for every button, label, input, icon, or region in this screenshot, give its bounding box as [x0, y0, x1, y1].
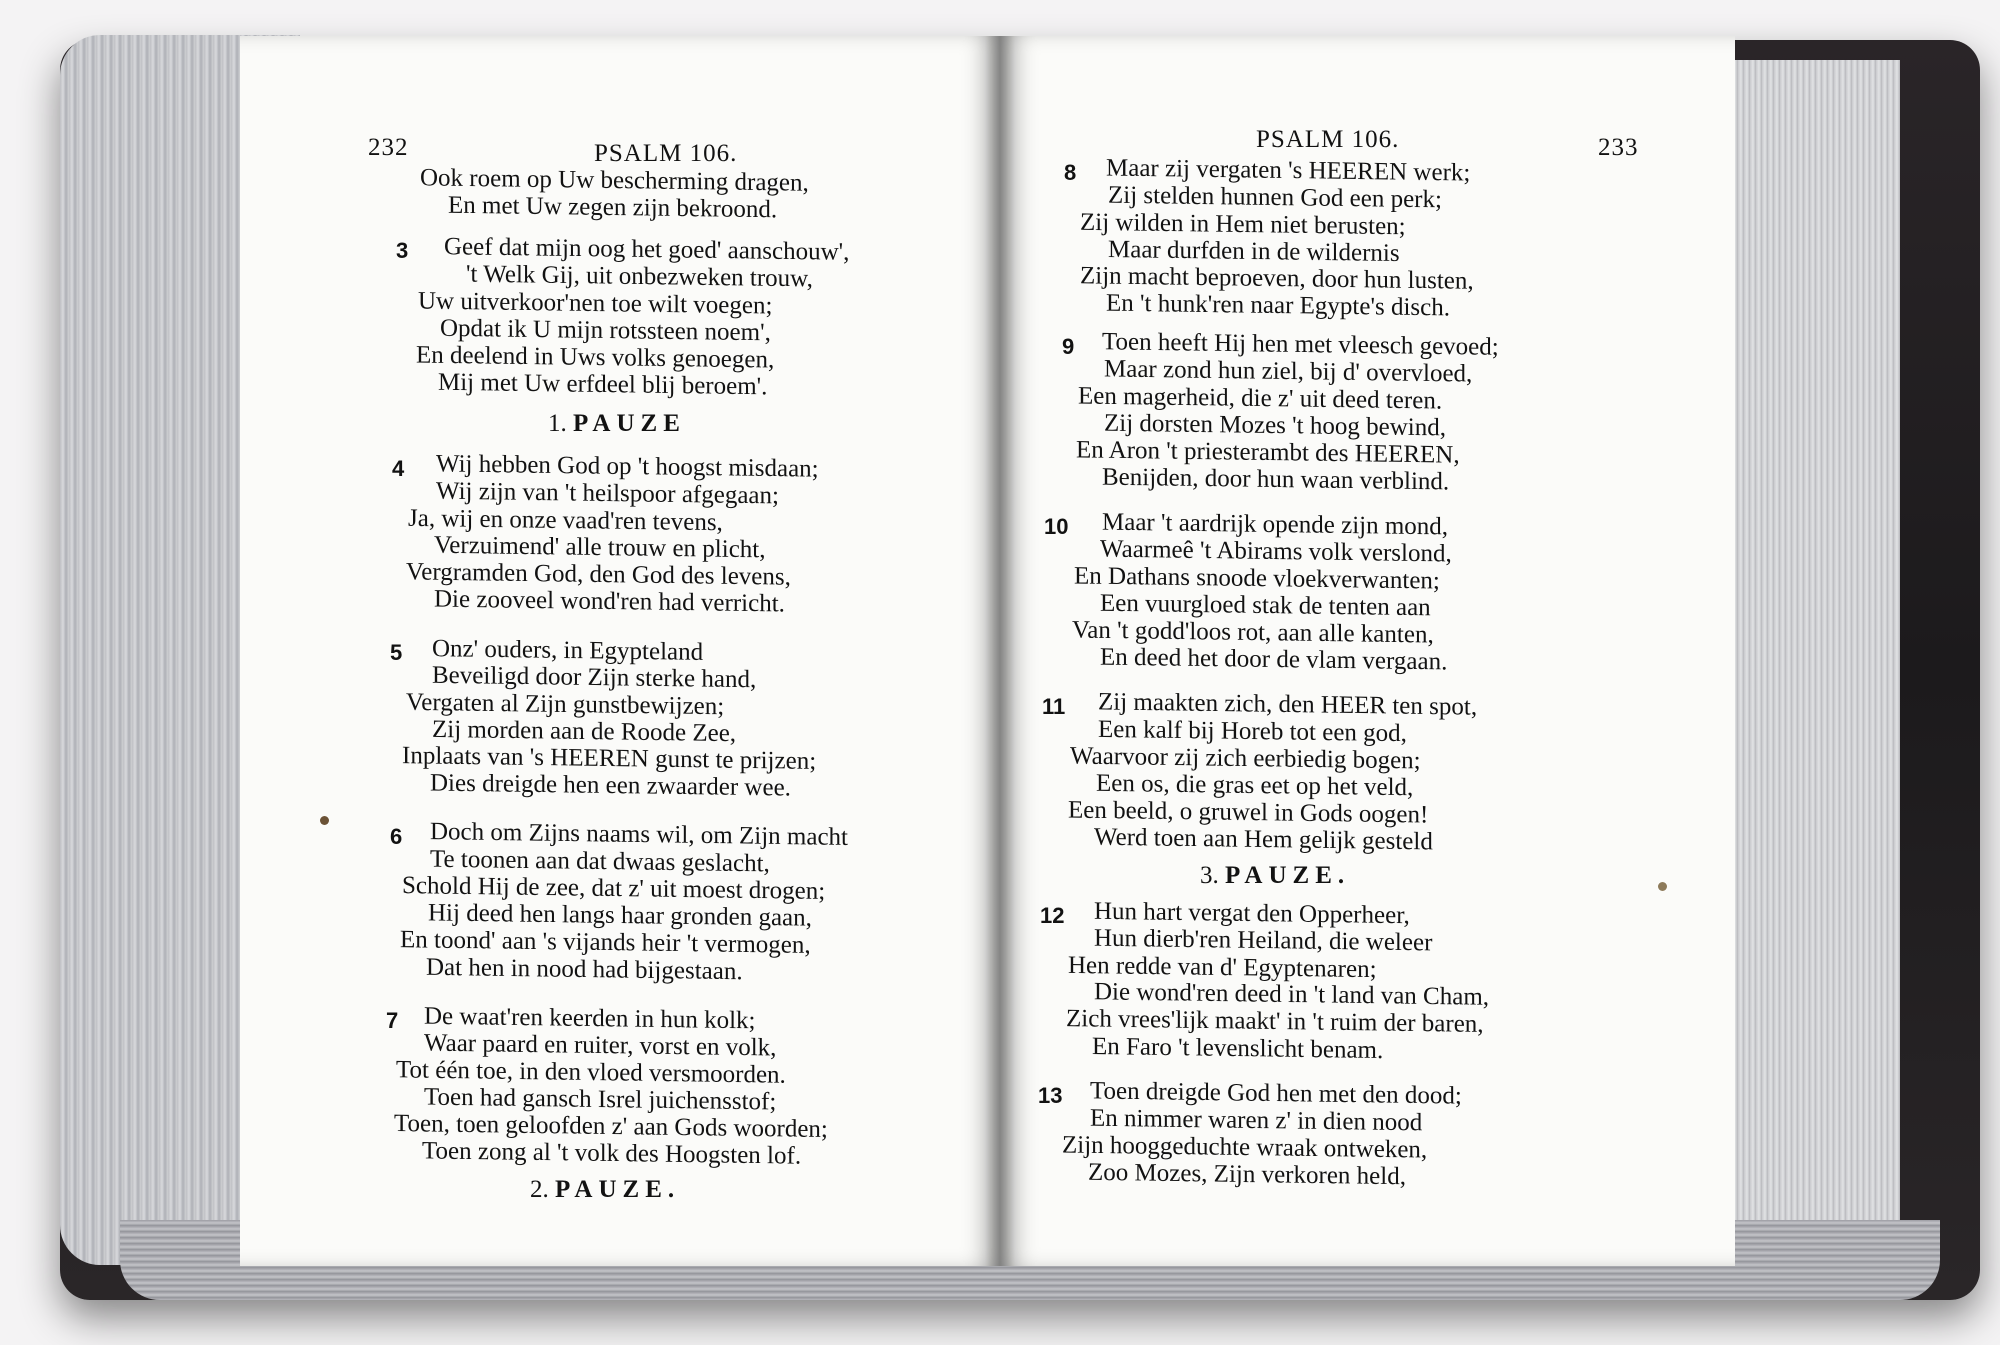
- verse-line: En met Uw zegen zijn bekroond.: [448, 191, 778, 224]
- verse-line: Benijden, door hun waan verblind.: [1102, 463, 1450, 496]
- verse-line: Vergaten al Zijn gunstbewijzen;: [406, 688, 725, 721]
- verse-line: En deed het door de vlam vergaan.: [1100, 643, 1448, 676]
- verse-line: Een os, die gras eet op het veld,: [1096, 769, 1414, 802]
- verse-line: Toen heeft Hij hen met vleesch gevoed;: [1102, 328, 1499, 361]
- book-gutter: [985, 36, 1015, 1266]
- pause-marker: [548, 410, 686, 438]
- stanza-number: 5: [390, 640, 403, 665]
- pause-word: PAUZE: [573, 410, 686, 437]
- verse-line: Van 't godd'loos rot, aan alle kanten,: [1072, 616, 1434, 649]
- verse-line: En 't hunk'ren naar Egypte's disch.: [1106, 289, 1450, 322]
- verse-line: En deelend in Uws volks genoegen,: [416, 341, 775, 374]
- verse-line: Inplaats van 's HEEREN gunst te prijzen;: [402, 742, 817, 775]
- verse-line: Maar durfden in de wildernis: [1108, 235, 1400, 268]
- verse-line: Opdat ik U mijn rotssteen noem',: [440, 314, 771, 347]
- verse-line: Een beeld, o gruwel in Gods oogen!: [1068, 796, 1429, 829]
- verse-line: Zijn hooggeduchte wraak ontweken,: [1062, 1131, 1428, 1164]
- pause-marker: [1200, 862, 1350, 890]
- left-page: [240, 36, 1000, 1266]
- verse-line: En Dathans snoode vloekverwanten;: [1074, 562, 1440, 595]
- verse-line: Zij stelden hunnen God een perk;: [1108, 181, 1442, 214]
- verse-line: Waarmeê 't Abirams volk verslond,: [1100, 535, 1452, 568]
- verse-line: Toen zong al 't volk des Hoogsten lof.: [422, 1137, 802, 1170]
- verse-line: De waat'ren keerden in hun kolk;: [424, 1002, 756, 1035]
- verse-line: Waar paard en ruiter, vorst en volk,: [424, 1029, 777, 1062]
- verse-line: Tot één toe, in den vloed versmoorden.: [396, 1056, 786, 1089]
- verse-line: Uw uitverkoor'nen toe wilt voegen;: [418, 287, 773, 320]
- verse-line: Dat hen in nood had bijgestaan.: [426, 953, 743, 986]
- verse-line: Maar 't aardrijk opende zijn mond,: [1102, 508, 1449, 541]
- verse-line: Ook roem op Uw bescherming dragen,: [420, 164, 809, 197]
- verse-line: Schold Hij de zee, dat z' uit moest drogen;: [402, 872, 826, 905]
- verse-line: Werd toen aan Hem gelijk gesteld: [1094, 823, 1433, 856]
- verse-line: Mij met Uw erfdeel blij beroem'.: [438, 368, 768, 401]
- verse-line: Doch om Zijns naams wil, om Zijn macht: [430, 818, 848, 851]
- verse-line: Toen, toen geloofden z' aan Gods woorden;: [394, 1109, 828, 1144]
- stanza-number: 8: [1064, 160, 1077, 185]
- page-blemish: [320, 816, 329, 825]
- pause-number: 3.: [1200, 862, 1219, 889]
- page-block-right-edge: [1720, 60, 1900, 1260]
- verse-line: Die zooveel wond'ren had verricht.: [434, 585, 785, 618]
- verse-line: Waarvoor zij zich eerbiedig bogen;: [1070, 742, 1421, 775]
- verse-line: En Aron 't priesterambt des HEEREN,: [1076, 436, 1460, 469]
- verse-line: 't Welk Gij, uit onbezweken trouw,: [466, 260, 813, 293]
- verse-line: En toond' aan 's vijands heir 't vermogen,: [400, 926, 811, 959]
- verse-line: Zijn macht beproeven, door hun lusten,: [1080, 262, 1474, 295]
- verse-line: Geef dat mijn oog het goed' aanschouw',: [444, 233, 850, 266]
- verse-line: Beveiligd door Zijn sterke hand,: [432, 661, 757, 694]
- pause-word: PAUZE.: [555, 1176, 681, 1203]
- stanza-number: 3: [396, 238, 409, 263]
- verse-line: Een vuurgloed stak de tenten aan: [1100, 589, 1431, 622]
- verse-line: Zich vrees'lijk maakt' in 't ruim der baren,: [1066, 1005, 1484, 1038]
- stanza-number: 13: [1038, 1083, 1063, 1108]
- verse-line: Een kalf bij Horeb tot een god,: [1098, 715, 1407, 748]
- verse-line: Maar zond hun ziel, bij d' overvloed,: [1104, 355, 1473, 388]
- verse-line: Zij maakten zich, den HEER ten spot,: [1098, 688, 1478, 721]
- pause-number: 2.: [530, 1176, 549, 1203]
- verse-line: Een magerheid, die z' uit deed teren.: [1078, 382, 1443, 415]
- verse-line: Vergramden God, den God des levens,: [406, 558, 791, 591]
- verse-line: Verzuimend' alle trouw en plicht,: [434, 531, 766, 564]
- verse-line: Zoo Mozes, Zijn verkoren held,: [1088, 1158, 1406, 1191]
- stanza-number: 10: [1044, 514, 1069, 539]
- verse-line: Te toonen aan dat dwaas geslacht,: [430, 845, 770, 878]
- verse-line: Hen redde van d' Egyptenaren;: [1068, 951, 1377, 984]
- verse-line: Hun dierb'ren Heiland, die weleer: [1094, 924, 1433, 957]
- pause-number: 1.: [548, 410, 567, 437]
- stanza-number: 4: [392, 456, 405, 481]
- verse-line: Dies dreigde hen een zwaarder wee.: [430, 769, 791, 802]
- verse-line: Zij morden aan de Roode Zee,: [432, 715, 737, 748]
- right-page: [1000, 36, 1735, 1266]
- verse-line: Zij dorsten Mozes 't hoog bewind,: [1104, 409, 1446, 442]
- verse-line: En Faro 't levenslicht benam.: [1092, 1032, 1384, 1065]
- pause-marker: [530, 1176, 680, 1204]
- stanza-number: 12: [1040, 903, 1065, 928]
- verse-line: Onz' ouders, in Egypteland: [432, 635, 704, 666]
- verse-line: En nimmer waren z' in dien nood: [1090, 1104, 1423, 1137]
- running-head: PSALM 106.: [594, 140, 738, 167]
- verse-line: Toen dreigde God hen met den dood;: [1090, 1077, 1462, 1110]
- verse-line: Zij wilden in Hem niet berusten;: [1080, 208, 1406, 241]
- stanza-number: 11: [1042, 694, 1066, 719]
- page-blemish: [1658, 882, 1667, 891]
- verse-line: Maar zij vergaten 's HEEREN werk;: [1106, 154, 1471, 187]
- page-number: 232: [368, 134, 409, 161]
- verse-line: Wij zijn van 't heilspoor afgegaan;: [436, 477, 779, 510]
- verse-line: Hun hart vergat den Opperheer,: [1094, 897, 1410, 930]
- verse-line: Wij hebben God op 't hoogst misdaan;: [436, 450, 819, 483]
- stanza-number: 7: [386, 1008, 399, 1033]
- verse-line: Ja, wij en onze vaad'ren tevens,: [408, 504, 723, 537]
- running-head: PSALM 106.: [1256, 126, 1400, 153]
- verse-line: Die wond'ren deed in 't land van Cham,: [1094, 978, 1490, 1011]
- page-number: 233: [1598, 134, 1639, 161]
- stanza-number: 9: [1062, 334, 1075, 359]
- verse-line: Toen had gansch Isrel juichensstof;: [424, 1083, 777, 1116]
- verse-line: Hij deed hen langs haar gronden gaan,: [428, 899, 812, 932]
- stanza-number: 6: [390, 824, 403, 849]
- pause-word: PAUZE.: [1225, 862, 1351, 889]
